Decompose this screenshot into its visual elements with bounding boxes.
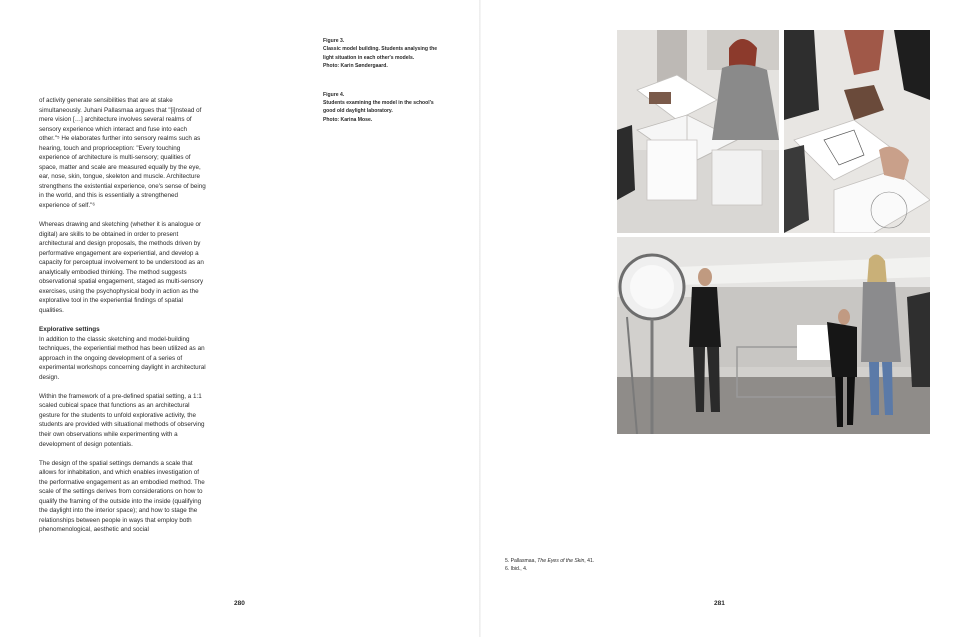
body-paragraph: In addition to the classic sketching and model-building techniques, the experiential method has been utilized as an approach in the ongoing development of a series of experimental workshops concerning daylight in architectural design. bbox=[39, 335, 206, 381]
section-heading: Explorative settings bbox=[39, 326, 100, 334]
footnote-5: 5. Pallasmaa, The Eyes of the Skin, 41. bbox=[505, 558, 595, 564]
page-number-left: 280 bbox=[234, 600, 245, 607]
page-gutter bbox=[479, 0, 481, 637]
caption-credit: Photo: Karina Mose. bbox=[323, 116, 373, 123]
caption-line: good old daylight laboratory. bbox=[323, 108, 393, 115]
caption-credit: Photo: Karin Søndergaard. bbox=[323, 63, 388, 70]
body-paragraph: of activity generate sensibilities that are at stake simultaneously. Juhani Pallasmaa argues that "[i]nstead of mere vision […] architecture involves several realms of sensory experience which interact and fuse into each other."⁵ He elaborates further into sensory realms such as hearing, touch and proprioception: "Every touching experience of architecture is multi-sensory; qualities of space, matter and scale are measured equally by the eye, ear, nose, skin, tongue, skeleton and muscle. Architecture strengthens the existential experience, one's sense of being in the world, and this is essentially a strengthened experience of self."⁶ bbox=[39, 97, 206, 210]
body-paragraph: The design of the spatial settings demands a scale that allows for inhabitation, and which enables investigation of the performative engagement as an embodied method. The scale of the settings derives from considerations on how to qualify the framing of the outside into the inside (qualifying the daylight into the interior space); and how to stage the relationships between people in ways that employ both phenomenological, aesthetic and social bbox=[39, 459, 205, 534]
photo-model-building-2 bbox=[784, 30, 930, 233]
photo-daylight-laboratory bbox=[617, 237, 930, 434]
caption-figure-4 bbox=[323, 91, 443, 125]
caption-line: Students examining the model in the school's bbox=[323, 100, 434, 107]
photo-model-building-1 bbox=[617, 30, 779, 233]
body-paragraph: Within the framework of a pre-defined spatial setting, a 1:1 scaled cubical space that functions as an architectural gesture for the students to unfold explorative activity, the students are provided with situational methods of observing their own observations while experimenting with a development of design potentials. bbox=[39, 392, 205, 448]
footnotes bbox=[505, 557, 705, 574]
figure-captions bbox=[323, 37, 443, 144]
body-paragraph: Whereas drawing and sketching (whether it is analogue or digital) are skills to be obtained in order to present architectural and design proposals, the methods driven by performative engagement are experiential, and develop a capacity for perceptual involvement to be understood as an analytically embodied thinking. The method suggests observational spatial engagement, staged as multi-sensory exercises, using the psychophysical body in action as the explorative tool in the experiential findings of spatial qualities. bbox=[39, 221, 204, 314]
caption-line: light situation in each other's models. bbox=[323, 54, 415, 61]
caption-title: Figure 4. bbox=[323, 91, 345, 98]
footnote-6: 6. Ibid., 4. bbox=[505, 566, 528, 573]
caption-figure-3 bbox=[323, 37, 443, 71]
caption-title: Figure 3. bbox=[323, 38, 345, 44]
caption-line: Classic model building. Students analysing the bbox=[323, 46, 438, 53]
body-text-column bbox=[39, 96, 209, 544]
page-number-right: 281 bbox=[714, 600, 725, 607]
